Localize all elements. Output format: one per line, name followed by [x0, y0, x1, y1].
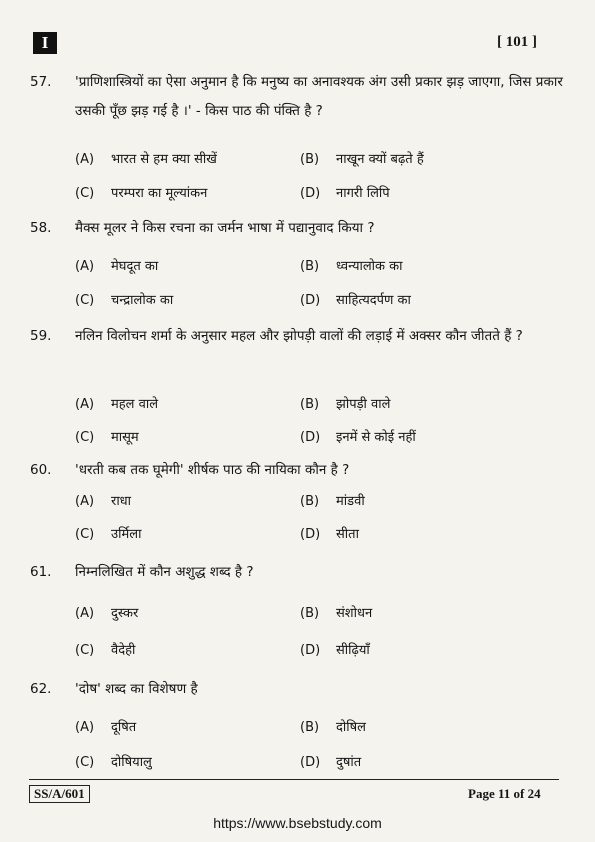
option-text: साहित्यदर्पण का — [336, 293, 411, 308]
question-number: 59. — [30, 328, 52, 344]
option-letter: (C) — [75, 186, 95, 201]
website-url[interactable]: https://www.bsebstudy.com — [213, 815, 382, 831]
question-number: 58. — [30, 220, 52, 236]
option-c[interactable] — [75, 640, 135, 658]
option-a[interactable] — [75, 394, 158, 412]
option-letter: (C) — [75, 755, 95, 770]
option-letter: (D) — [300, 293, 321, 308]
option-letter: (B) — [300, 494, 320, 509]
option-d[interactable] — [300, 524, 359, 542]
option-letter: (A) — [75, 259, 95, 274]
option-letter: (B) — [300, 259, 320, 274]
option-letter: (B) — [300, 720, 320, 735]
option-b[interactable] — [300, 256, 403, 274]
option-text: वैदेही — [111, 643, 136, 658]
option-text: सीता — [336, 527, 359, 542]
option-letter: (B) — [300, 397, 320, 412]
option-d[interactable] — [300, 183, 390, 201]
option-d[interactable] — [300, 290, 411, 308]
option-a[interactable] — [75, 256, 158, 274]
option-letter: (A) — [75, 720, 95, 735]
option-c[interactable] — [75, 290, 173, 308]
option-letter: (C) — [75, 430, 95, 445]
option-letter: (D) — [300, 527, 321, 542]
option-c[interactable] — [75, 524, 141, 542]
option-text: मासूम — [111, 430, 139, 445]
question-text: 'दोष' शब्द का विशेषण है — [75, 681, 198, 697]
question-text: निम्नलिखित में कौन अशुद्ध शब्द है ? — [75, 564, 254, 580]
option-letter: (B) — [300, 152, 320, 167]
option-b[interactable] — [300, 491, 365, 509]
page-count: Page 11 of 24 — [468, 786, 541, 801]
option-text: दोषियालु — [111, 755, 152, 770]
option-c[interactable] — [75, 427, 139, 445]
option-c[interactable] — [75, 752, 152, 770]
option-d[interactable] — [300, 752, 361, 770]
option-text: नाखून क्यों बढ़ते हैं — [336, 152, 424, 167]
option-b[interactable] — [300, 603, 372, 621]
option-text: दुस्कर — [111, 606, 139, 621]
option-letter: (A) — [75, 606, 95, 621]
option-text: परम्परा का मूल्यांकन — [111, 186, 208, 201]
footer-divider — [29, 779, 559, 780]
option-letter: (D) — [300, 643, 321, 658]
option-text: दोषिल — [336, 720, 366, 735]
option-text: ध्वन्यालोक का — [336, 259, 403, 274]
option-text: संशोधन — [336, 606, 373, 621]
set-code-badge: I — [33, 32, 57, 54]
option-text: दुषांत — [336, 755, 362, 770]
option-a[interactable] — [75, 603, 138, 621]
option-text: दूषित — [111, 720, 137, 735]
option-letter: (D) — [300, 430, 321, 445]
option-text: उर्मिला — [111, 527, 142, 542]
question-text: मैक्स मूलर ने किस रचना का जर्मन भाषा में पद्यानुवाद किया ? — [75, 220, 375, 236]
question-number: 62. — [30, 681, 52, 697]
option-text: महल वाले — [111, 397, 159, 412]
option-c[interactable] — [75, 183, 207, 201]
paper-code: SS/A/601 — [29, 785, 90, 803]
option-letter: (B) — [300, 606, 320, 621]
option-letter: (C) — [75, 527, 95, 542]
option-text: मांडवी — [336, 494, 365, 509]
option-letter: (A) — [75, 397, 95, 412]
option-text: झोपड़ी वाले — [336, 397, 391, 412]
page-number: [ 101 ] — [497, 34, 537, 50]
option-a[interactable] — [75, 717, 136, 735]
option-letter: (D) — [300, 755, 321, 770]
option-text: इनमें से कोई नहीं — [336, 430, 416, 445]
option-d[interactable] — [300, 427, 416, 445]
option-d[interactable] — [300, 640, 370, 658]
question-text: 'धरती कब तक घूमेगी' शीर्षक पाठ की नायिका कौन है ? — [75, 462, 350, 478]
option-a[interactable] — [75, 149, 217, 167]
option-a[interactable] — [75, 491, 131, 509]
option-text: सीढ़ियाँ — [336, 643, 370, 658]
question-number: 61. — [30, 564, 52, 580]
option-text: चन्द्रालोक का — [111, 293, 174, 308]
option-b[interactable] — [300, 149, 424, 167]
question-number: 57. — [30, 74, 52, 90]
option-letter: (C) — [75, 293, 95, 308]
option-text: भारत से हम क्या सीखें — [111, 152, 217, 167]
option-letter: (A) — [75, 494, 95, 509]
question-text: नलिन विलोचन शर्मा के अनुसार महल और झोपड़ी वालों की लड़ाई में अक्सर कौन जीतते हैं ? — [75, 328, 523, 344]
option-b[interactable] — [300, 717, 366, 735]
option-b[interactable] — [300, 394, 390, 412]
option-letter: (C) — [75, 643, 95, 658]
option-letter: (A) — [75, 152, 95, 167]
option-text: मेघदूत का — [111, 259, 159, 274]
option-text: नागरी लिपि — [336, 186, 390, 201]
question-text: 'प्राणिशास्त्रियों का ऐसा अनुमान है कि मनुष्य का अनावश्यक अंग उसी प्रकार झड़ जाएगा, जिस प्रकार उसकी पूँछ झड़ गई है ।' - किस पाठ की पंक्ति है ? — [75, 74, 563, 119]
option-text: राधा — [111, 494, 132, 509]
option-letter: (D) — [300, 186, 321, 201]
question-number: 60. — [30, 462, 52, 478]
